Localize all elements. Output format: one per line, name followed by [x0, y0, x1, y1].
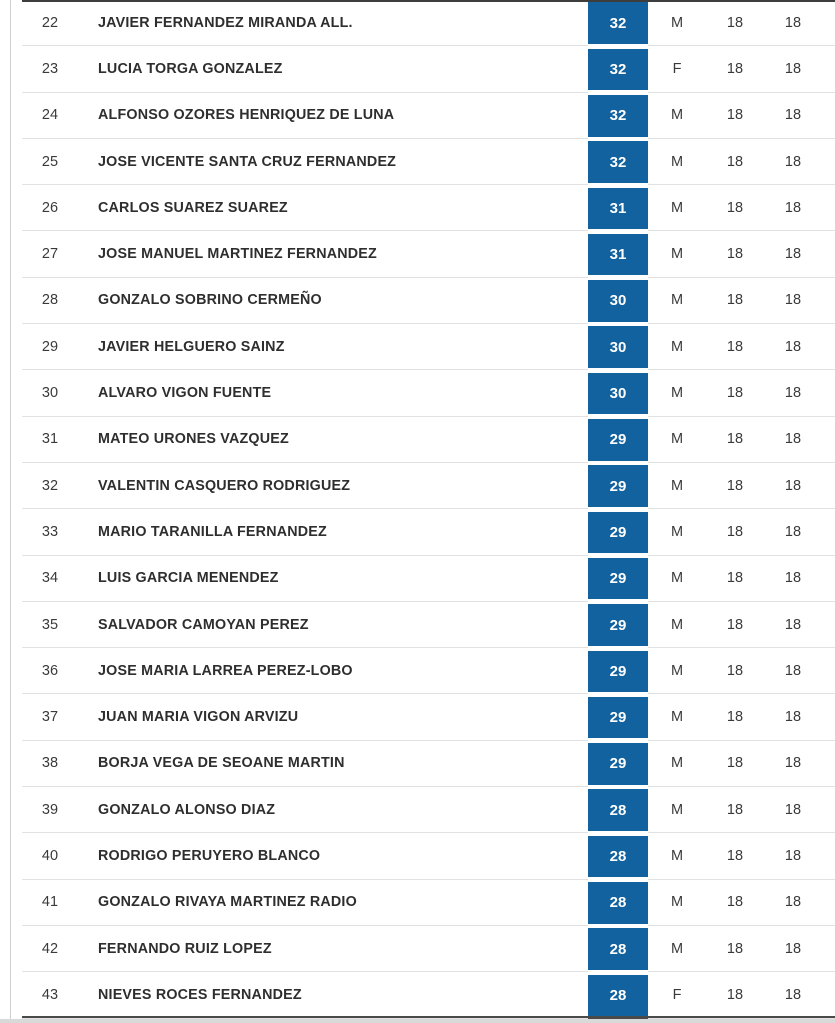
- table-row: [22, 370, 835, 416]
- gender-cell: F: [648, 972, 706, 1018]
- score-badge: 32: [588, 95, 648, 137]
- rank-cell: 31: [22, 417, 78, 463]
- value-cell: 18: [706, 46, 764, 92]
- gender-cell: M: [648, 602, 706, 648]
- value-cell: 18: [764, 787, 822, 833]
- row-right-pad: [822, 648, 835, 694]
- rank-cell: 35: [22, 602, 78, 648]
- score-badge-cell: [588, 324, 648, 370]
- value-cell: 18: [706, 463, 764, 509]
- value-cell: 18: [706, 741, 764, 787]
- rank-cell: 23: [22, 46, 78, 92]
- name-cell: GONZALO RIVAYA MARTINEZ RADIO: [78, 880, 588, 926]
- row-right-pad: [822, 509, 835, 555]
- gender-cell: M: [648, 185, 706, 231]
- gender-cell: M: [648, 926, 706, 972]
- score-badge: 32: [588, 49, 648, 91]
- rank-cell: 36: [22, 648, 78, 694]
- row-right-pad: [822, 139, 835, 185]
- name-cell: ALFONSO OZORES HENRIQUEZ DE LUNA: [78, 93, 588, 139]
- table-row: [22, 926, 835, 972]
- value-cell: 18: [764, 417, 822, 463]
- table-row: [22, 556, 835, 602]
- name-cell: FERNANDO RUIZ LOPEZ: [78, 926, 588, 972]
- row-right-pad: [822, 185, 835, 231]
- row-right-pad: [822, 324, 835, 370]
- table-row: [22, 0, 835, 46]
- score-badge-cell: [588, 231, 648, 277]
- gender-cell: F: [648, 46, 706, 92]
- row-right-pad: [822, 741, 835, 787]
- row-right-pad: [822, 926, 835, 972]
- row-right-pad: [822, 278, 835, 324]
- value-cell: 18: [764, 46, 822, 92]
- gender-cell: M: [648, 694, 706, 740]
- value-cell: 18: [764, 741, 822, 787]
- name-cell: MATEO URONES VAZQUEZ: [78, 417, 588, 463]
- row-right-pad: [822, 602, 835, 648]
- rank-cell: 39: [22, 787, 78, 833]
- score-badge: 28: [588, 836, 648, 878]
- value-cell: 18: [764, 972, 822, 1018]
- table-row: [22, 741, 835, 787]
- value-cell: 18: [764, 324, 822, 370]
- gender-cell: M: [648, 648, 706, 694]
- table-row: [22, 509, 835, 555]
- gender-cell: M: [648, 833, 706, 879]
- score-badge: 28: [588, 789, 648, 831]
- rank-cell: 38: [22, 741, 78, 787]
- score-badge-cell: [588, 463, 648, 509]
- table-row: [22, 278, 835, 324]
- value-cell: 18: [764, 139, 822, 185]
- value-cell: 18: [706, 556, 764, 602]
- score-badge-cell: [588, 972, 648, 1018]
- name-cell: GONZALO SOBRINO CERMEÑO: [78, 278, 588, 324]
- score-badge: 29: [588, 419, 648, 461]
- table-row: [22, 93, 835, 139]
- value-cell: 18: [764, 926, 822, 972]
- score-badge: 28: [588, 975, 648, 1017]
- score-badge-cell: [588, 370, 648, 416]
- score-badge-cell: [588, 46, 648, 92]
- score-badge: 30: [588, 373, 648, 415]
- value-cell: 18: [706, 139, 764, 185]
- results-table[interactable]: [22, 0, 835, 1016]
- footer-strip: [0, 1019, 835, 1023]
- value-cell: 18: [706, 648, 764, 694]
- gender-cell: M: [648, 417, 706, 463]
- score-badge-cell: [588, 880, 648, 926]
- value-cell: 18: [706, 787, 764, 833]
- gender-cell: M: [648, 324, 706, 370]
- value-cell: 18: [706, 370, 764, 416]
- gender-cell: M: [648, 741, 706, 787]
- row-right-pad: [822, 417, 835, 463]
- gender-cell: M: [648, 556, 706, 602]
- name-cell: LUCIA TORGA GONZALEZ: [78, 46, 588, 92]
- score-badge-cell: [588, 417, 648, 463]
- row-right-pad: [822, 46, 835, 92]
- rank-cell: 24: [22, 93, 78, 139]
- name-cell: ALVARO VIGON FUENTE: [78, 370, 588, 416]
- name-cell: BORJA VEGA DE SEOANE MARTIN: [78, 741, 588, 787]
- score-badge: 28: [588, 882, 648, 924]
- row-right-pad: [822, 370, 835, 416]
- rank-cell: 22: [22, 0, 78, 46]
- rank-cell: 32: [22, 463, 78, 509]
- value-cell: 18: [764, 694, 822, 740]
- rank-cell: 37: [22, 694, 78, 740]
- name-cell: NIEVES ROCES FERNANDEZ: [78, 972, 588, 1018]
- score-badge: 31: [588, 188, 648, 230]
- table-row: [22, 139, 835, 185]
- value-cell: 18: [706, 185, 764, 231]
- value-cell: 18: [706, 972, 764, 1018]
- value-cell: 18: [764, 648, 822, 694]
- score-badge: 29: [588, 465, 648, 507]
- table-row: [22, 46, 835, 92]
- score-badge-cell: [588, 0, 648, 46]
- rank-cell: 40: [22, 833, 78, 879]
- value-cell: 18: [764, 833, 822, 879]
- gender-cell: M: [648, 0, 706, 46]
- value-cell: 18: [764, 231, 822, 277]
- score-badge-cell: [588, 694, 648, 740]
- left-divider: [10, 0, 11, 1023]
- score-badge-cell: [588, 926, 648, 972]
- value-cell: 18: [706, 602, 764, 648]
- gender-cell: M: [648, 463, 706, 509]
- table-row: [22, 833, 835, 879]
- score-badge-cell: [588, 556, 648, 602]
- row-right-pad: [822, 787, 835, 833]
- value-cell: 18: [706, 324, 764, 370]
- row-right-pad: [822, 0, 835, 46]
- rank-cell: 33: [22, 509, 78, 555]
- score-badge: 30: [588, 326, 648, 368]
- table-row: [22, 648, 835, 694]
- table-row: [22, 602, 835, 648]
- value-cell: 18: [764, 509, 822, 555]
- gender-cell: M: [648, 278, 706, 324]
- row-right-pad: [822, 231, 835, 277]
- name-cell: JAVIER HELGUERO SAINZ: [78, 324, 588, 370]
- row-right-pad: [822, 694, 835, 740]
- score-badge-cell: [588, 787, 648, 833]
- score-badge: 29: [588, 743, 648, 785]
- row-right-pad: [822, 93, 835, 139]
- rank-cell: 42: [22, 926, 78, 972]
- rank-cell: 28: [22, 278, 78, 324]
- score-badge: 30: [588, 280, 648, 322]
- rank-cell: 26: [22, 185, 78, 231]
- score-badge: 29: [588, 651, 648, 693]
- value-cell: 18: [706, 694, 764, 740]
- name-cell: SALVADOR CAMOYAN PEREZ: [78, 602, 588, 648]
- name-cell: JOSE VICENTE SANTA CRUZ FERNANDEZ: [78, 139, 588, 185]
- score-badge-cell: [588, 185, 648, 231]
- score-badge-cell: [588, 93, 648, 139]
- score-badge: 31: [588, 234, 648, 276]
- value-cell: 18: [764, 602, 822, 648]
- name-cell: VALENTIN CASQUERO RODRIGUEZ: [78, 463, 588, 509]
- row-right-pad: [822, 556, 835, 602]
- value-cell: 18: [764, 370, 822, 416]
- rank-cell: 30: [22, 370, 78, 416]
- row-right-pad: [822, 833, 835, 879]
- name-cell: GONZALO ALONSO DIAZ: [78, 787, 588, 833]
- rank-cell: 43: [22, 972, 78, 1018]
- name-cell: JOSE MARIA LARREA PEREZ-LOBO: [78, 648, 588, 694]
- score-badge-cell: [588, 741, 648, 787]
- score-badge: 29: [588, 512, 648, 554]
- value-cell: 18: [706, 880, 764, 926]
- value-cell: 18: [764, 0, 822, 46]
- value-cell: 18: [764, 278, 822, 324]
- row-right-pad: [822, 972, 835, 1018]
- table-row: [22, 324, 835, 370]
- rank-cell: 29: [22, 324, 78, 370]
- value-cell: 18: [764, 880, 822, 926]
- value-cell: 18: [764, 185, 822, 231]
- value-cell: 18: [764, 463, 822, 509]
- name-cell: MARIO TARANILLA FERNANDEZ: [78, 509, 588, 555]
- score-badge-cell: [588, 833, 648, 879]
- score-badge-cell: [588, 139, 648, 185]
- table-row: [22, 694, 835, 740]
- value-cell: 18: [706, 417, 764, 463]
- gender-cell: M: [648, 370, 706, 416]
- gender-cell: M: [648, 93, 706, 139]
- rank-cell: 25: [22, 139, 78, 185]
- value-cell: 18: [764, 93, 822, 139]
- gender-cell: M: [648, 880, 706, 926]
- score-badge: 28: [588, 928, 648, 970]
- score-badge-cell: [588, 278, 648, 324]
- value-cell: 18: [706, 93, 764, 139]
- value-cell: 18: [706, 278, 764, 324]
- table-row: [22, 972, 835, 1018]
- gender-cell: M: [648, 509, 706, 555]
- table-row: [22, 787, 835, 833]
- name-cell: LUIS GARCIA MENENDEZ: [78, 556, 588, 602]
- table-row: [22, 185, 835, 231]
- rank-cell: 34: [22, 556, 78, 602]
- table-row: [22, 231, 835, 277]
- score-badge: 29: [588, 558, 648, 600]
- name-cell: CARLOS SUAREZ SUAREZ: [78, 185, 588, 231]
- score-badge: 29: [588, 604, 648, 646]
- row-right-pad: [822, 463, 835, 509]
- score-badge: 32: [588, 2, 648, 44]
- value-cell: 18: [706, 509, 764, 555]
- table-row: [22, 880, 835, 926]
- name-cell: RODRIGO PERUYERO BLANCO: [78, 833, 588, 879]
- gender-cell: M: [648, 139, 706, 185]
- score-badge: 29: [588, 697, 648, 739]
- row-right-pad: [822, 880, 835, 926]
- name-cell: JOSE MANUEL MARTINEZ FERNANDEZ: [78, 231, 588, 277]
- value-cell: 18: [706, 231, 764, 277]
- name-cell: JUAN MARIA VIGON ARVIZU: [78, 694, 588, 740]
- value-cell: 18: [706, 833, 764, 879]
- table-row: [22, 417, 835, 463]
- value-cell: 18: [706, 926, 764, 972]
- name-cell: JAVIER FERNANDEZ MIRANDA ALL.: [78, 0, 588, 46]
- score-badge-cell: [588, 602, 648, 648]
- rank-cell: 27: [22, 231, 78, 277]
- value-cell: 18: [764, 556, 822, 602]
- score-badge: 32: [588, 141, 648, 183]
- gender-cell: M: [648, 787, 706, 833]
- value-cell: 18: [706, 0, 764, 46]
- rank-cell: 41: [22, 880, 78, 926]
- table-row: [22, 463, 835, 509]
- gender-cell: M: [648, 231, 706, 277]
- score-badge-cell: [588, 509, 648, 555]
- score-badge-cell: [588, 648, 648, 694]
